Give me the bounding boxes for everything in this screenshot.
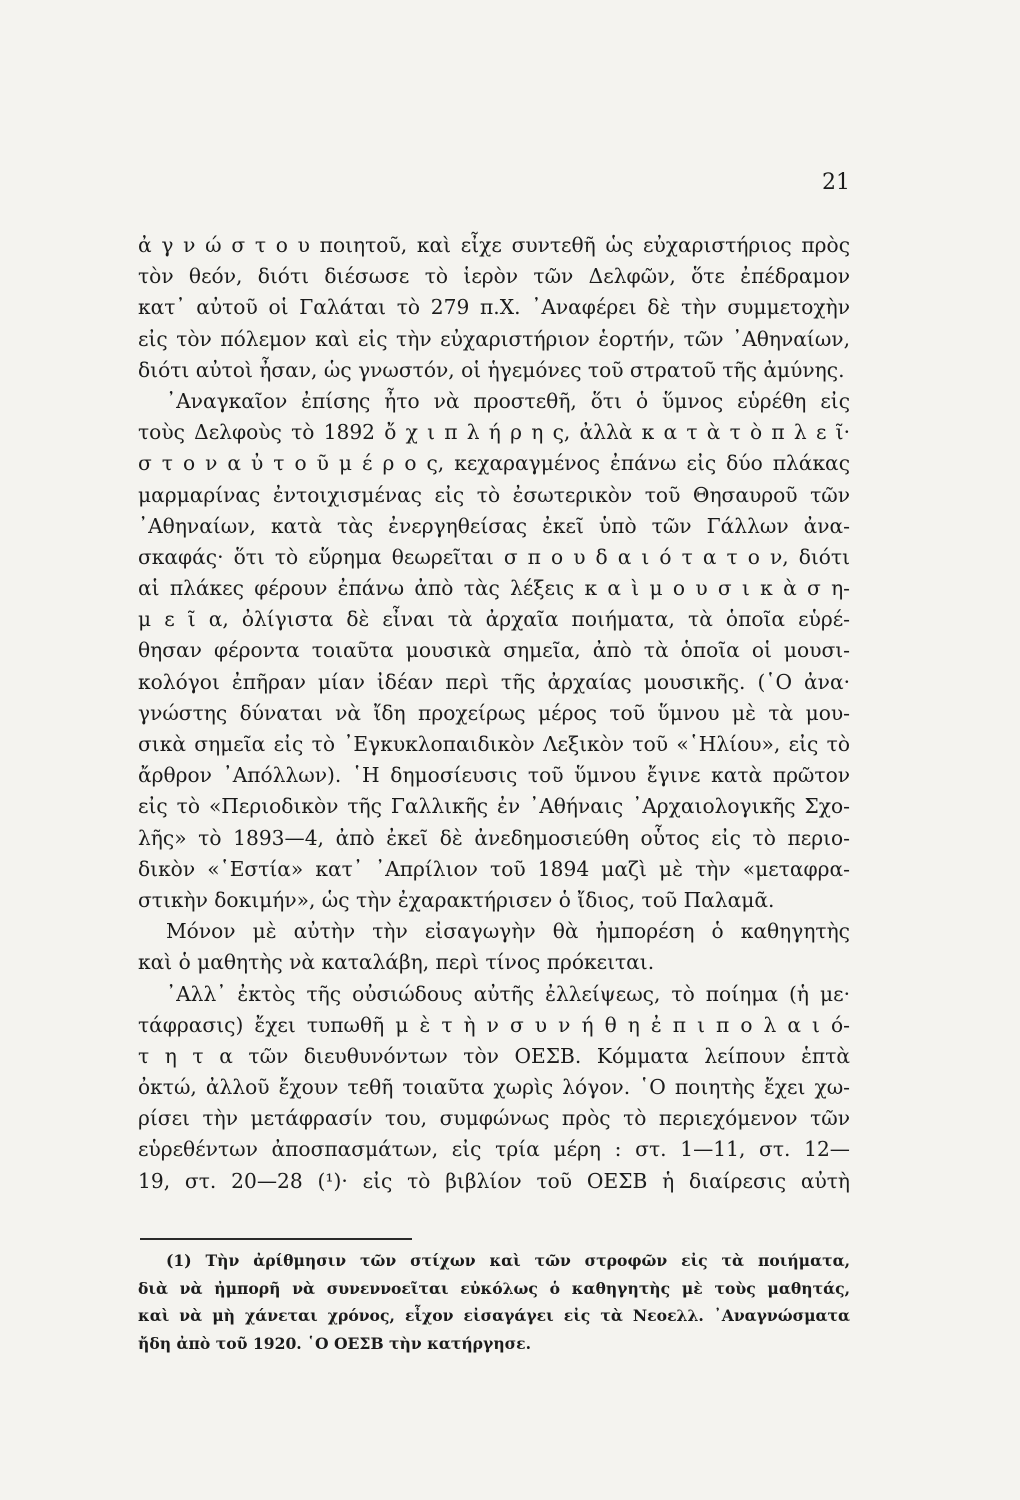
text-line: λῆς» τὸ 1893—4, ἀπὸ ἐκεῖ δὲ ἀνεδημοσιεύθη οὗτος εἰς τὸ περιο-	[138, 825, 850, 850]
text-line: Μόνον μὲ αὐτὴν τὴν εἰσαγωγὴν θὰ ἠμπορέση ὁ καθηγητὴς	[166, 919, 850, 944]
text-line: κατ᾿ αὐτοῦ οἱ Γαλάται τὸ 279 π.Χ. ᾿Αναφέρει δὲ τὴν συμμετοχὴν	[138, 295, 850, 320]
text-line: σ τ ο ν α ὐ τ ο ῦ μ έ ρ ο ς, κεχαραγμένος ἐπάνω εἰς δύο πλάκας	[138, 451, 850, 476]
text-line: γνώστης δύναται νὰ ἴδη προχείρως μέρος τοῦ ὕμνου μὲ τὰ μου-	[138, 700, 850, 725]
footnote	[138, 1247, 850, 1357]
text-line: ρίσει τὴν μετάφρασίν του, συμφώνως πρὸς τὸ περιεχόμενον τῶν	[138, 1106, 850, 1131]
text-line: τ η τ α τῶν διευθυνόντων τὸν ΟΕΣΒ. Κόμματα λείπουν ἑπτὰ	[138, 1043, 850, 1068]
main-text	[138, 230, 850, 1197]
text-line: διότι αὐτοὶ ἦσαν, ὡς γνωστόν, οἱ ἡγεμόνες τοῦ στρατοῦ τῆς ἀμύνης.	[138, 357, 845, 382]
text-line: θησαν φέροντα τοιαῦτα μουσικὰ σημεῖα, ἀπὸ τὰ ὁποῖα οἱ μουσι-	[138, 638, 850, 663]
text-line: τὸν θεόν, διότι διέσωσε τὸ ἱερὸν τῶν Δελφῶν, ὅτε ἐπέδραμον	[138, 264, 850, 289]
text-line: ᾿Αναγκαῖον ἐπίσης ἦτο νὰ προστεθῆ, ὅτι ὁ ὕμνος εὑρέθη εἰς	[166, 388, 850, 413]
text-line: σκαφάς· ὅτι τὸ εὕρημα θεωρεῖται σ π ο υ δ α ι ό τ α τ ο ν, διότι	[138, 544, 850, 569]
text-line: ἄρθρον ᾿Απόλλων). ῾Η δημοσίευσις τοῦ ὕμνου ἔγινε κατὰ πρῶτον	[138, 763, 850, 788]
text-line: δικὸν «῾Εστία» κατ᾿ ᾿Απρίλιον τοῦ 1894 μαζὶ μὲ τὴν «μεταφρα-	[138, 856, 850, 881]
text-line: ὀκτώ, ἀλλοῦ ἔχουν τεθῆ τοιαῦτα χωρὶς λόγον. ῾Ο ποιητὴς ἔχει χω-	[138, 1075, 850, 1100]
text-line: εὑρεθέντων ἀποσπασμάτων, εἰς τρία μέρη : στ. 1—11, στ. 12—	[138, 1137, 850, 1162]
footnote-line: ἤδη ἀπὸ τοῦ 1920. ῾Ο ΟΕΣΒ τὴν κατήργησε.	[138, 1333, 532, 1353]
text-line: κολόγοι ἐπῆραν μίαν ἰδέαν περὶ τῆς ἀρχαίας μουσικῆς. (῾Ο ἀνα·	[138, 669, 850, 694]
text-line: εἰς τὸ «Περιοδικὸν τῆς Γαλλικῆς ἐν ᾿Αθήναις ᾿Αρχαιολογικῆς Σχο-	[138, 794, 850, 819]
text-line: ἀ γ ν ώ σ τ ο υ ποιητοῦ, καὶ εἶχε συντεθῆ ὡς εὐχαριστήριος πρὸς	[138, 233, 850, 257]
text-line: τάφρασις) ἔχει τυπωθῆ μ ὲ τ ὴ ν σ υ ν ή θ η ἐ π ι π ο λ α ι ό-	[138, 1012, 850, 1037]
text-line: μαρμαρίνας ἐντοιχισμένας εἰς τὸ ἐσωτερικὸν τοῦ Θησαυροῦ τῶν	[138, 482, 850, 507]
text-line: ᾿Αλλ᾿ ἐκτὸς τῆς οὐσιώδους αὐτῆς ἐλλείψεως, τὸ ποίημα (ἡ με·	[166, 981, 850, 1006]
text-line: σικὰ σημεῖα εἰς τὸ ᾿Εγκυκλοπαιδικὸν Λεξικὸν τοῦ «῾Ηλίου», εἰς τὸ	[138, 732, 850, 756]
footnote-divider	[140, 1238, 412, 1240]
text-line: καὶ ὁ μαθητὴς νὰ καταλάβη, περὶ τίνος πρόκειται.	[138, 950, 655, 975]
page-number: 21	[822, 170, 850, 195]
text-line: 19, στ. 20—28 (¹)· εἰς τὸ βιβλίον τοῦ ΟΕΣΒ ἡ διαίρεσις αὐτὴ	[138, 1168, 850, 1193]
footnote-line: διὰ νὰ ἠμπορῆ νὰ συνεννοεῖται εὐκόλως ὁ καθηγητὴς μὲ τοὺς μαθητάς,	[138, 1278, 850, 1298]
text-line: τοὺς Δελφοὺς τὸ 1892 ὄ χ ι π λ ή ρ η ς, ἀλλὰ κ α τ ὰ τ ὸ π λ ε ῖ·	[138, 420, 850, 445]
text-line: μ ε ῖ α, ὀλίγιστα δὲ εἶναι τὰ ἀρχαῖα ποιήματα, τὰ ὁποῖα εὑρέ-	[138, 607, 850, 632]
footnote-line: καὶ νὰ μὴ χάνεται χρόνος, εἶχον εἰσαγάγει εἰς τὰ Νεοελλ. ᾿Αναγνώσματα	[138, 1306, 850, 1325]
text-line: αἱ πλάκες φέρουν ἐπάνω ἀπὸ τὰς λέξεις κ α ὶ μ ο υ σ ι κ ὰ σ η-	[138, 576, 850, 601]
text-line: εἰς τὸν πόλεμον καὶ εἰς τὴν εὐχαριστήριον ἑορτήν, τῶν ᾿Αθηναίων,	[138, 326, 850, 351]
text-line: στικὴν δοκιμήν», ὡς τὴν ἐχαρακτήρισεν ὁ ἴδιος, τοῦ Παλαμᾶ.	[138, 887, 775, 912]
text-line: ᾿Αθηναίων, κατὰ τὰς ἐνεργηθείσας ἐκεῖ ὑπὸ τῶν Γάλλων ἀνα-	[138, 513, 850, 538]
footnote-line: (1) Τὴν ἀρίθμησιν τῶν στίχων καὶ τῶν στροφῶν εἰς τὰ ποιήματα,	[166, 1251, 850, 1270]
